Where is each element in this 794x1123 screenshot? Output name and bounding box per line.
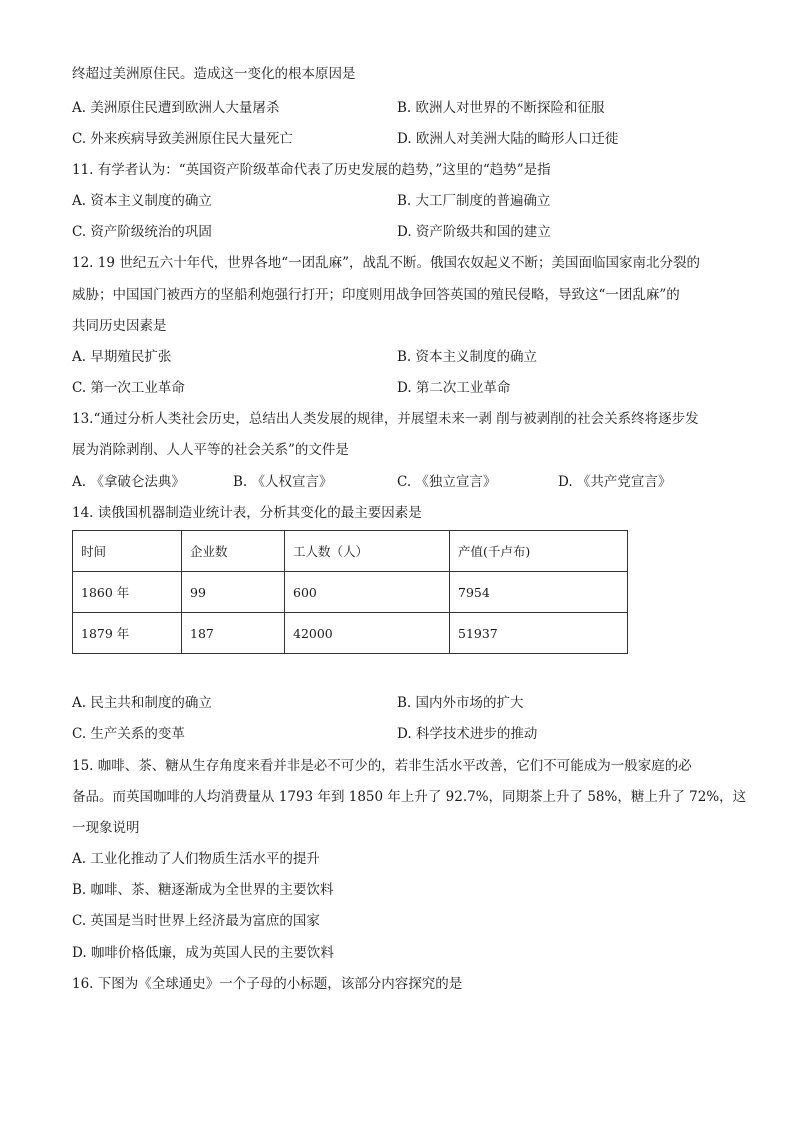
q12-option-d: D. 第二次工业革命	[397, 380, 511, 396]
q14-option-d: D. 科学技术进步的推动	[397, 726, 538, 742]
q13-stem-line2: 展为消除剥削、人人平等的社会关系”的文件是	[72, 442, 349, 458]
q16-stem: 16. 下图为《全球通史》一个子母的小标题，该部分内容探究的是	[72, 976, 463, 992]
q14-option-a: A. 民主共和制度的确立	[72, 695, 212, 711]
q10-option-a: A. 美洲原住民遭到欧洲人大量屠杀	[72, 100, 280, 116]
q11-option-d: D. 资产阶级共和国的建立	[397, 224, 551, 240]
table-cell: 51937	[450, 613, 628, 654]
q14-stem: 14. 读俄国机器制造业统计表，分析其变化的最主要因素是	[72, 505, 422, 521]
q11-option-b: B. 大工厂制度的普遍确立	[397, 193, 551, 209]
table-header-cell: 工人数（人）	[285, 531, 450, 572]
q13-option-d: D. 《共产党宣言》	[558, 474, 672, 490]
table-header-cell: 产值(千卢布)	[450, 531, 628, 572]
q15-stem-line3: 一现象说明	[72, 820, 140, 836]
q11-option-c: C. 资产阶级统治的巩固	[72, 224, 212, 240]
q13-option-b: B. 《人权宣言》	[233, 474, 333, 490]
table-cell: 99	[182, 572, 285, 613]
q12-option-c: C. 第一次工业革命	[72, 380, 185, 396]
q14-option-b: B. 国内外市场的扩大	[397, 695, 524, 711]
table-cell: 1860 年	[73, 572, 182, 613]
q12-option-b: B. 资本主义制度的确立	[397, 349, 538, 365]
q12-stem-line2: 威胁；中国国门被西方的坚船利炮强行打开；印度则用战争回答英国的殖民侵略，导致这“一团乱麻”的	[72, 287, 680, 303]
table-cell: 1879 年	[73, 613, 182, 654]
table-cell: 7954	[450, 572, 628, 613]
q15-stem-line2: 备品。而英国咖啡的人均消费量从 1793 年到 1850 年上升了 92.7%，同期茶上升了 58%，糖上升了 72%，这	[72, 789, 747, 805]
q11-option-a: A. 资本主义制度的确立	[72, 193, 212, 209]
q13-option-a: A. 《拿破仑法典》	[72, 474, 185, 490]
q12-stem-line3: 共同历史因素是	[72, 318, 167, 334]
q10-option-d: D. 欧洲人对美洲大陆的畸形人口迁徙	[397, 131, 619, 147]
table-header-cell: 时间	[73, 531, 182, 572]
table-cell: 600	[285, 572, 450, 613]
q12-stem-line1: 12. 19 世纪五六十年代，世界各地“一团乱麻”，战乱不断。俄国农奴起义不断；美国面临国家南北分裂的	[72, 255, 701, 271]
q12-option-a: A. 早期殖民扩张	[72, 349, 172, 365]
q10-option-c: C. 外来疾病导致美洲原住民大量死亡	[72, 131, 293, 147]
q10-option-b: B. 欧洲人对世界的不断探险和征服	[397, 100, 605, 116]
q15-stem-line1: 15. 咖啡、茶、糖从生存角度来看并非是必不可少的，若非生活水平改善，它们不可能成为一般家庭的必	[72, 758, 692, 774]
q14-option-c: C. 生产关系的变革	[72, 726, 185, 742]
q11-stem: 11. 有学者认为：“英国资产阶级革命代表了历史发展的趋势，”这里的“趋势”是指	[72, 162, 551, 178]
table-cell: 42000	[285, 613, 450, 654]
table-cell: 187	[182, 613, 285, 654]
q15-option-d: D. 咖啡价格低廉，成为英国人民的主要饮料	[72, 945, 334, 961]
table-header-cell: 企业数	[182, 531, 285, 572]
table-row	[73, 572, 628, 613]
q15-option-c: C. 英国是当时世界上经济最为富庶的国家	[72, 913, 320, 929]
table-row	[73, 613, 628, 654]
machine-industry-table	[72, 530, 628, 654]
q10-stem-tail: 终超过美洲原住民。造成这一变化的根本原因是	[72, 66, 356, 82]
q15-option-b: B. 咖啡、茶、糖逐渐成为全世界的主要饮料	[72, 882, 334, 898]
q13-option-c: C. 《独立宣言》	[397, 474, 497, 490]
q15-option-a: A. 工业化推动了人们物质生活水平的提升	[72, 851, 320, 867]
q13-stem-line1: 13.“通过分析人类社会历史，总结出人类发展的规律，并展望未来一剥 削与被剥削的社会关系终将逐步发	[72, 411, 699, 427]
table-header-row	[73, 531, 628, 572]
